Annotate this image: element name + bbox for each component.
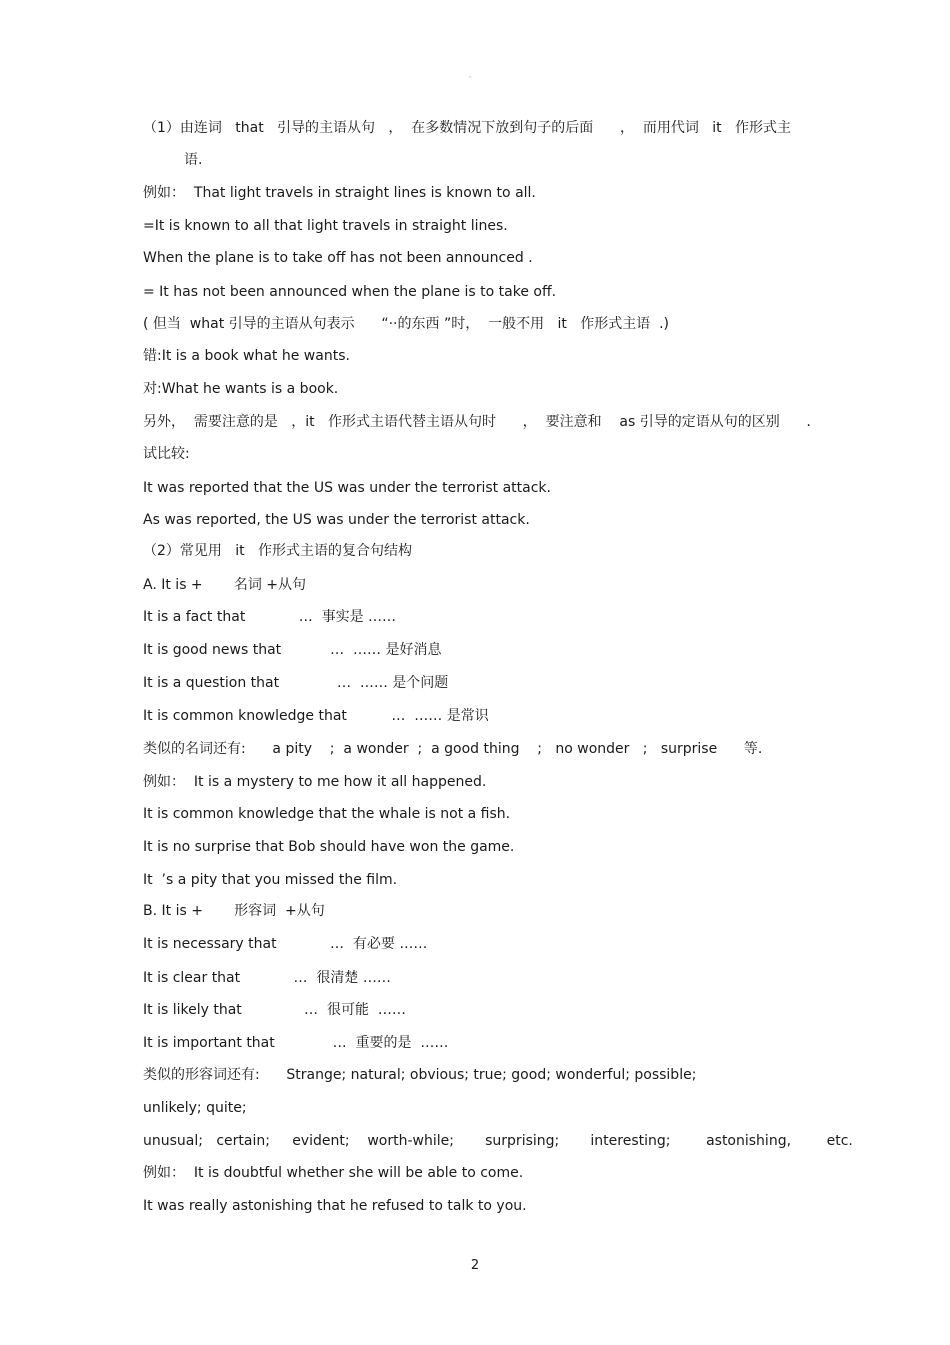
text-line: 对:What he wants is a book. [143,381,339,397]
text-line: It was reported that the US was under the terrorist attack. [143,480,551,496]
text-line: It is a question that … …… 是个问题 [143,675,449,691]
text-line: =It is known to all that light travels in straight lines. [143,218,508,234]
text-line: It is common knowledge that … …… 是常识 [143,708,489,724]
text-line: 例如： It is a mystery to me how it all happened. [143,774,487,790]
text-line: unlikely; quite; [143,1100,247,1116]
text-line: 类似的形容词还有: Strange; natural; obvious; true; good; wonderful; possible; [143,1067,697,1083]
text-line: ( 但当 what 引导的主语从句表示 “··的东西 ”时， 一般不用 it 作形式主语 .) [143,316,670,332]
text-line: = It has not been announced when the plane is to take off. [143,284,557,300]
text-line: unusual; certain; evident; worth-while; surprising; interesting; astonishing, etc. [143,1133,853,1149]
text-line: It is likely that … 很可能 …… [143,1002,406,1018]
text-line: It is good news that … …… 是好消息 [143,642,442,658]
text-line: 类似的名词还有: a pity ; a wonder ; a good thing ; no wonder ; surprise 等. [143,741,763,757]
text-line: （1）由连词 that 引导的主语从句 ， 在多数情况下放到句子的后面 ， 而用代词 it 作形式主 [143,120,791,136]
text-line: 另外， 需要注意的是 ，it 作形式主语代替主语从句时 ， 要注意和 as 引导的定语从句的区别 . [143,414,811,430]
text-line: It ’s a pity that you missed the film. [143,872,398,888]
text-line: 例如： That light travels in straight lines is known to all. [143,185,536,201]
text-line: It was really astonishing that he refused to talk to you. [143,1198,527,1214]
text-line: It is common knowledge that the whale is not a fish. [143,806,511,822]
page-number: 2 [470,1258,480,1273]
text-line: It is no surprise that Bob should have won the game. [143,839,515,855]
text-line: 试比较: [143,446,190,462]
section-heading: （2）常见用 it 作形式主语的复合句结构 [143,543,412,559]
text-line: It is necessary that … 有必要 …… [143,936,428,952]
text-line: It is clear that … 很清楚 …… [143,970,391,986]
text-line: When the plane is to take off has not been announced . [143,250,533,266]
text-line: 语. [184,152,203,168]
text-line: B. It is + 形容词 +从句 [143,903,325,919]
text-line: 例如： It is doubtful whether she will be able to come. [143,1165,524,1181]
text-line: It is a fact that … 事实是 …… [143,609,397,625]
text-line: It is important that … 重要的是 …… [143,1035,449,1051]
header-mark: 。 [469,71,476,79]
text-line: 错:It is a book what he wants. [143,348,350,364]
text-line: As was reported, the US was under the terrorist attack. [143,512,530,528]
text-line: A. It is + 名词 +从句 [143,577,306,593]
